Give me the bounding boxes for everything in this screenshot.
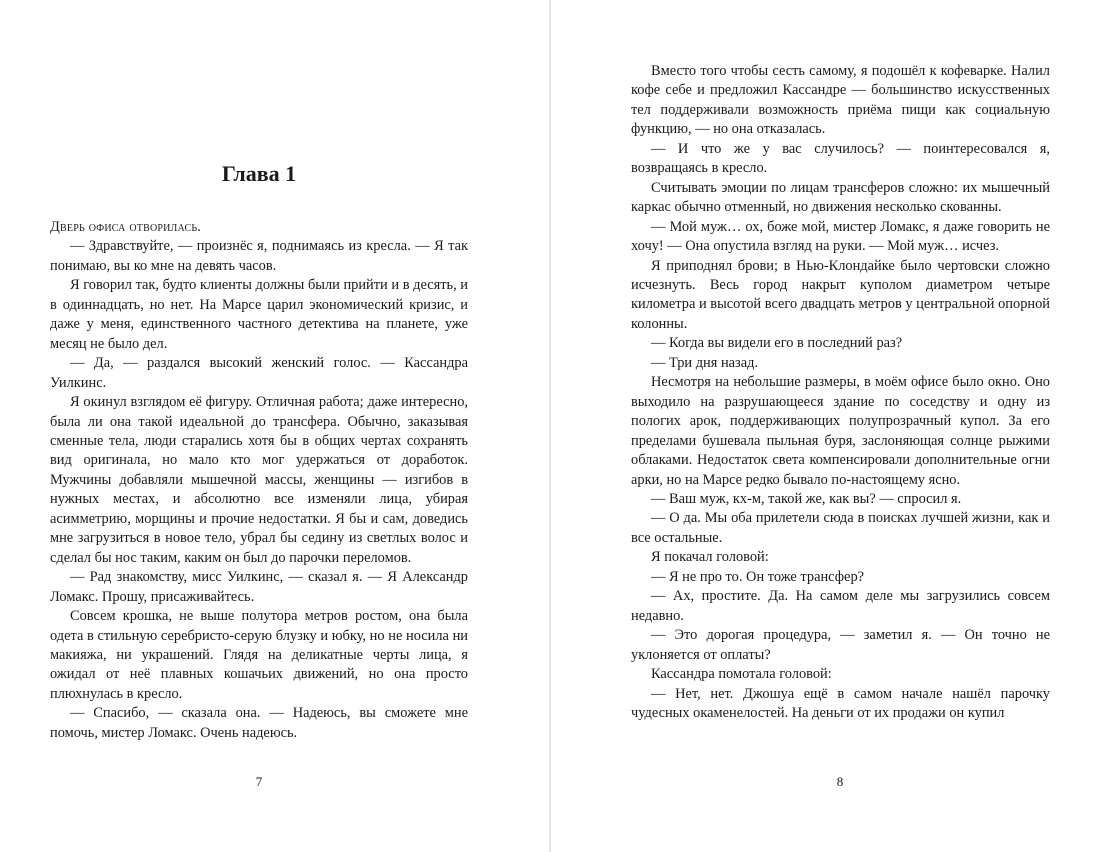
paragraph: — Спасибо, — сказала она. — Надеюсь, вы сможете мне помочь, мистер Ломакс. Очень надеюсь. [50,705,468,741]
opening-line-text: Дверь офиса отворилась. [50,219,202,235]
paragraph: Я говорил так, будто клиенты должны были прийти и в десять, и в одиннадцать, но нет. На Марсе царил экономический кризис, и даже у меня, единственного частного детектива на планете, уже месяц не было дел. [50,277,468,352]
paragraph: — Здравствуйте, — произнёс я, поднимаясь из кресла. — Я так понимаю, вы ко мне на девять часов. [50,238,468,274]
paragraph: — Это дорогая процедура, — заметил я. — Он точно не уклоняется от оплаты? [631,627,1050,663]
left-page-text [50,218,468,743]
paragraph: — Ваш муж, кх-м, такой же, как вы? — спросил я. [651,490,962,507]
paragraph: Считывать эмоции по лицам трансферов сложно: их мышечный каркас обычно отменный, но движения несколько скованны. [631,179,1050,216]
page-number-left: 7 [255,774,263,789]
paragraph: — О да. Мы оба прилетели сюда в поисках лучшей жизни, как и все остальные. [631,510,1050,546]
paragraph: Я покачал головой: [651,549,769,566]
paragraph: Я окинул взглядом её фигуру. Отличная работа; даже интересно, была ли она такой идеальной до трансфера. Обычно, заказывая сменные тела, люди старались хотя бы в общих чертах сохранять вид оригинала, но мало кто мог удержаться от доработок. Мужчины добавляли мышечной массы, женщины — изгибов в нужных местах, и абсолютно все изменяли лица, убирая асимметрию, морщины и прочие недостатки. Я бы и сам, доведись мне загрузиться в новое тело, убрал бы седину из светлых волос и сделал бы нос таким, каким он был до парочки переломов. [50,394,468,566]
paragraph: Вместо того чтобы сесть самому, я подошёл к кофеварке. Налил кофе себе и предложил Кассандре — большинство искусственных тел поддерживали возможность приёма пищи как социальную функцию, — но она отказалась. [631,63,1050,138]
paragraph: Несмотря на небольшие размеры, в моём офисе было окно. Оно выходило на разрушающееся здание по соседству и одну из пологих арок, поддерживающих полупрозрачный купол. За его пределами бушевала пыльная буря, заслоняющая солнце рыжими облаками. Недостаток света компенсировали дополнительные огни арки, но на Марсе редко бывало по-настоящему ясно. [631,374,1050,488]
paragraph: Кассандра помотала головой: [651,666,832,683]
paragraph: — И что же у вас случилось? — поинтересовался я, возвращаясь в кресло. [631,140,1050,177]
paragraph: — Да, — раздался высокий женский голос. — Кассандра Уилкинс. [50,355,468,391]
paragraph: — Рад знакомству, мисс Уилкинс, — сказал я. — Я Александр Ломакс. Прошу, присаживайтесь. [50,569,468,605]
paragraph: — Нет, нет. Джошуа ещё в самом начале нашёл парочку чудесных окаменелостей. На деньги от их продажи он купил [631,685,1050,721]
paragraph: — Когда вы видели его в последний раз? [651,335,903,352]
right-page-text [631,62,1050,723]
page-number-right: 8 [836,774,844,789]
paragraph: — Мой муж… ох, боже мой, мистер Ломакс, я даже говорить не хочу! — Она опустила взгляд на руки. — Мой муж… исчез. [631,218,1050,255]
paragraph: — Ах, простите. Да. На самом деле мы загрузились совсем недавно. [631,588,1050,624]
paragraph: — Три дня назад. [651,354,759,371]
left-page [0,0,549,852]
paragraph: — Я не про то. Он тоже трансфер? [651,568,865,585]
opening-line [50,218,468,237]
right-page [551,0,1100,852]
paragraph: Совсем крошка, не выше полутора метров ростом, она была одета в стильную серебристо-серую блузку и юбку, но не носила ни макияжа, ни украшений. Глядя на деликатные черты лица, я ожидал от неё плавных кошачьих движений, но она просто плюхнулась в кресло. [50,608,468,702]
paragraph: Я приподнял брови; в Нью-Клондайке было чертовски сложно исчезнуть. Весь город накрыт куполом диаметром четыре километра и высотой всего двадцать метров у центральной опорной колонны. [631,257,1050,332]
chapter-title: Глава 1 [221,161,297,186]
